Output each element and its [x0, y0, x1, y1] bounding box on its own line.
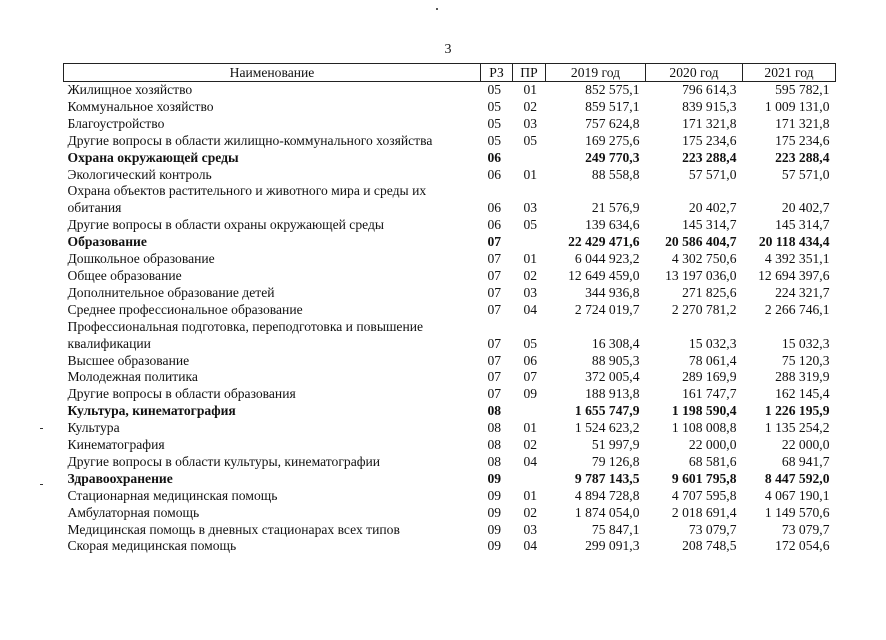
table-row — [64, 454, 836, 471]
cell-rz: 06 — [487, 166, 502, 182]
cell-2019: 249 770,3 — [585, 149, 640, 165]
cell-2021: 1 135 254,2 — [764, 420, 830, 436]
cell-2019: 22 429 471,6 — [568, 234, 640, 250]
cell-2019: 2 724 019,7 — [574, 301, 640, 317]
cell-2019: 21 576,9 — [591, 200, 640, 216]
table-row — [64, 319, 836, 353]
cell-name: Амбулаторная помощь — [67, 504, 200, 520]
cell-2019: 299 091,3 — [585, 538, 640, 554]
cell-rz: 08 — [487, 403, 502, 419]
cell-name: Медицинская помощь в дневных стационарах всех типов — [67, 521, 400, 537]
cell-rz: 09 — [487, 538, 502, 554]
cell-rz: 06 — [487, 217, 502, 233]
cell-2021: 75 120,3 — [781, 352, 830, 368]
cell-2019: 859 517,1 — [585, 98, 640, 114]
table-row — [64, 302, 836, 319]
cell-rz: 05 — [487, 98, 502, 114]
section-row — [64, 471, 836, 488]
cell-2020: 20 402,7 — [688, 200, 737, 216]
table-row — [64, 183, 836, 217]
cell-2020: 78 061,4 — [688, 352, 737, 368]
cell-name: Жилищное хозяйство — [67, 82, 193, 97]
cell-2019: 757 624,8 — [585, 115, 640, 131]
cell-2019: 88 558,8 — [591, 166, 640, 182]
cell-2021: 57 571,0 — [781, 166, 830, 182]
cell-2020: 68 581,6 — [688, 453, 737, 469]
cell-2019: 852 575,1 — [585, 82, 640, 97]
cell-2020: 9 601 795,8 — [671, 470, 737, 486]
cell-2019: 16 308,4 — [591, 335, 640, 351]
table-row — [64, 386, 836, 403]
table-row — [64, 488, 836, 505]
cell-pr — [513, 150, 546, 167]
cell-pr: 05 — [523, 217, 538, 233]
cell-pr: 09 — [523, 386, 538, 402]
table-header-row — [64, 64, 836, 82]
cell-name: Стационарная медицинская помощь — [67, 487, 278, 503]
cell-2019: 75 847,1 — [591, 521, 640, 537]
cell-pr: 06 — [523, 352, 538, 368]
header-2021: 2021 год — [743, 64, 836, 82]
cell-pr: 04 — [523, 301, 538, 317]
cell-pr: 01 — [523, 166, 538, 182]
table-row — [64, 268, 836, 285]
cell-name: Другие вопросы в области охраны окружающей среды — [67, 217, 385, 233]
cell-2020: 4 302 750,6 — [671, 251, 737, 267]
cell-2021: 595 782,1 — [775, 82, 830, 97]
cell-2021: 172 054,6 — [775, 538, 830, 554]
cell-2019: 9 787 143,5 — [574, 470, 640, 486]
cell-2021: 4 067 190,1 — [764, 487, 830, 503]
cell-rz: 07 — [487, 284, 502, 300]
margin-mark — [40, 428, 43, 429]
cell-2021: 1 149 570,6 — [764, 504, 830, 520]
cell-2020: 13 197 036,0 — [665, 267, 737, 283]
cell-2020: 1 198 590,4 — [671, 403, 737, 419]
cell-rz: 06 — [487, 149, 502, 165]
table-row — [64, 505, 836, 522]
cell-2020: 2 270 781,2 — [671, 301, 737, 317]
cell-2019: 344 936,8 — [585, 284, 640, 300]
table-row — [64, 82, 836, 99]
cell-pr: 05 — [523, 132, 538, 148]
cell-2021: 162 145,4 — [775, 386, 830, 402]
cell-rz: 05 — [487, 132, 502, 148]
cell-2021: 73 079,7 — [781, 521, 830, 537]
cell-name: Охрана объектов растительного и животного мира и среды их обитания — [67, 183, 427, 216]
cell-name: Благоустройство — [67, 115, 165, 131]
cell-2019: 88 905,3 — [591, 352, 640, 368]
cell-2020: 15 032,3 — [688, 335, 737, 351]
cell-2019: 51 997,9 — [591, 437, 640, 453]
table-body — [64, 82, 836, 556]
cell-rz: 05 — [487, 115, 502, 131]
table-row — [64, 420, 836, 437]
cell-2020: 73 079,7 — [688, 521, 737, 537]
cell-2020: 223 288,4 — [682, 149, 737, 165]
cell-pr: 03 — [523, 284, 538, 300]
cell-name: Коммунальное хозяйство — [67, 98, 214, 114]
cell-pr — [513, 471, 546, 488]
cell-pr: 01 — [523, 82, 538, 97]
cell-2021: 4 392 351,1 — [764, 251, 830, 267]
cell-rz: 08 — [487, 420, 502, 436]
cell-name: Среднее профессиональное образование — [67, 301, 303, 317]
cell-2021: 20 118 434,4 — [758, 234, 830, 250]
table-row — [64, 217, 836, 234]
cell-2020: 2 018 691,4 — [671, 504, 737, 520]
cell-pr: 02 — [523, 98, 538, 114]
cell-2020: 20 586 404,7 — [665, 234, 737, 250]
cell-rz: 06 — [487, 200, 502, 216]
budget-table — [63, 63, 836, 555]
table-row — [64, 167, 836, 184]
cell-2021: 288 319,9 — [775, 369, 830, 385]
cell-name: Культура, кинематография — [67, 403, 236, 419]
cell-2020: 171 321,8 — [682, 115, 737, 131]
table-row — [64, 99, 836, 116]
cell-pr — [513, 403, 546, 420]
cell-2021: 223 288,4 — [775, 149, 830, 165]
header-2019: 2019 год — [546, 64, 646, 82]
cell-rz: 07 — [487, 352, 502, 368]
cell-pr: 03 — [523, 200, 538, 216]
cell-2021: 171 321,8 — [775, 115, 830, 131]
cell-rz: 09 — [487, 521, 502, 537]
cell-2021: 1 009 131,0 — [764, 98, 830, 114]
cell-name: Кинематография — [67, 437, 165, 453]
cell-rz: 07 — [487, 267, 502, 283]
cell-2020: 145 314,7 — [682, 217, 737, 233]
header-pr: ПР — [513, 64, 546, 82]
scan-speck — [436, 8, 438, 10]
cell-2020: 1 108 008,8 — [671, 420, 737, 436]
cell-pr: 03 — [523, 115, 538, 131]
cell-2021: 68 941,7 — [781, 453, 830, 469]
cell-2020: 208 748,5 — [682, 538, 737, 554]
cell-pr: 01 — [523, 251, 538, 267]
cell-pr: 02 — [523, 504, 538, 520]
cell-pr — [513, 234, 546, 251]
cell-name: Общее образование — [67, 267, 182, 283]
cell-2019: 6 044 923,2 — [574, 251, 640, 267]
cell-name: Другие вопросы в области жилищно-коммунального хозяйства — [67, 132, 433, 148]
cell-2019: 188 913,8 — [585, 386, 640, 402]
cell-2021: 15 032,3 — [781, 335, 830, 351]
cell-2021: 20 402,7 — [781, 200, 830, 216]
cell-pr: 02 — [523, 267, 538, 283]
cell-name: Высшее образование — [67, 352, 190, 368]
cell-name: Дополнительное образование детей — [67, 284, 275, 300]
header-2020: 2020 год — [646, 64, 743, 82]
cell-2020: 271 825,6 — [682, 284, 737, 300]
table-row — [64, 116, 836, 133]
cell-2020: 161 747,7 — [682, 386, 737, 402]
cell-2021: 8 447 592,0 — [764, 470, 830, 486]
cell-2020: 4 707 595,8 — [671, 487, 737, 503]
cell-name: Экологический контроль — [67, 166, 212, 182]
cell-2019: 79 126,8 — [591, 453, 640, 469]
cell-name: Другие вопросы в области культуры, кинематографии — [67, 453, 381, 469]
section-row — [64, 150, 836, 167]
header-rz: РЗ — [481, 64, 513, 82]
cell-pr: 02 — [523, 437, 538, 453]
table-row — [64, 353, 836, 370]
cell-2021: 175 234,6 — [775, 132, 830, 148]
cell-rz: 07 — [487, 386, 502, 402]
table-row — [64, 437, 836, 454]
table-row — [64, 522, 836, 539]
cell-rz: 09 — [487, 504, 502, 520]
cell-rz: 08 — [487, 453, 502, 469]
cell-2019: 169 275,6 — [585, 132, 640, 148]
cell-name: Образование — [67, 234, 147, 250]
page-number: 3 — [444, 42, 452, 57]
cell-2021: 2 266 746,1 — [764, 301, 830, 317]
table-row — [64, 538, 836, 555]
cell-pr: 04 — [523, 453, 538, 469]
cell-pr: 01 — [523, 420, 538, 436]
cell-pr: 05 — [523, 335, 538, 351]
cell-rz: 07 — [487, 301, 502, 317]
cell-name: Скорая медицинская помощь — [67, 538, 237, 554]
table-row — [64, 285, 836, 302]
cell-2019: 1 524 623,2 — [574, 420, 640, 436]
cell-2019: 372 005,4 — [585, 369, 640, 385]
cell-name: Культура — [67, 420, 120, 436]
cell-name: Другие вопросы в области образования — [67, 386, 296, 402]
cell-2019: 4 894 728,8 — [574, 487, 640, 503]
cell-pr: 04 — [523, 538, 538, 554]
section-row — [64, 403, 836, 420]
cell-2020: 839 915,3 — [682, 98, 737, 114]
cell-name: Молодежная политика — [67, 369, 198, 385]
section-row — [64, 234, 836, 251]
cell-pr: 03 — [523, 521, 538, 537]
cell-2019: 1 655 747,9 — [574, 403, 640, 419]
table-row — [64, 133, 836, 150]
cell-2020: 57 571,0 — [688, 166, 737, 182]
cell-2020: 796 614,3 — [682, 82, 737, 97]
cell-pr: 01 — [523, 487, 538, 503]
cell-2020: 22 000,0 — [688, 437, 737, 453]
cell-rz: 07 — [487, 251, 502, 267]
table-row — [64, 251, 836, 268]
cell-rz: 07 — [487, 369, 502, 385]
cell-2021: 224 321,7 — [775, 284, 830, 300]
cell-pr: 07 — [523, 369, 538, 385]
cell-rz: 05 — [487, 82, 502, 97]
cell-2020: 175 234,6 — [682, 132, 737, 148]
cell-name: Охрана окружающей среды — [67, 149, 239, 165]
cell-rz: 07 — [487, 335, 502, 351]
cell-rz: 09 — [487, 487, 502, 503]
cell-rz: 07 — [487, 234, 502, 250]
cell-name: Дошкольное образование — [67, 251, 215, 267]
cell-name: Профессиональная подготовка, переподготовка и повышение квалификации — [67, 318, 424, 351]
table-row — [64, 369, 836, 386]
cell-rz: 08 — [487, 437, 502, 453]
cell-2020: 289 169,9 — [682, 369, 737, 385]
cell-2019: 139 634,6 — [585, 217, 640, 233]
header-name: Наименование — [64, 64, 481, 82]
cell-rz: 09 — [487, 470, 502, 486]
cell-2021: 145 314,7 — [775, 217, 830, 233]
cell-2021: 12 694 397,6 — [758, 267, 830, 283]
cell-2019: 1 874 054,0 — [574, 504, 640, 520]
cell-2021: 1 226 195,9 — [764, 403, 830, 419]
cell-2019: 12 649 459,0 — [568, 267, 640, 283]
cell-name: Здравоохранение — [67, 470, 173, 486]
margin-mark — [40, 484, 43, 485]
cell-2021: 22 000,0 — [781, 437, 830, 453]
